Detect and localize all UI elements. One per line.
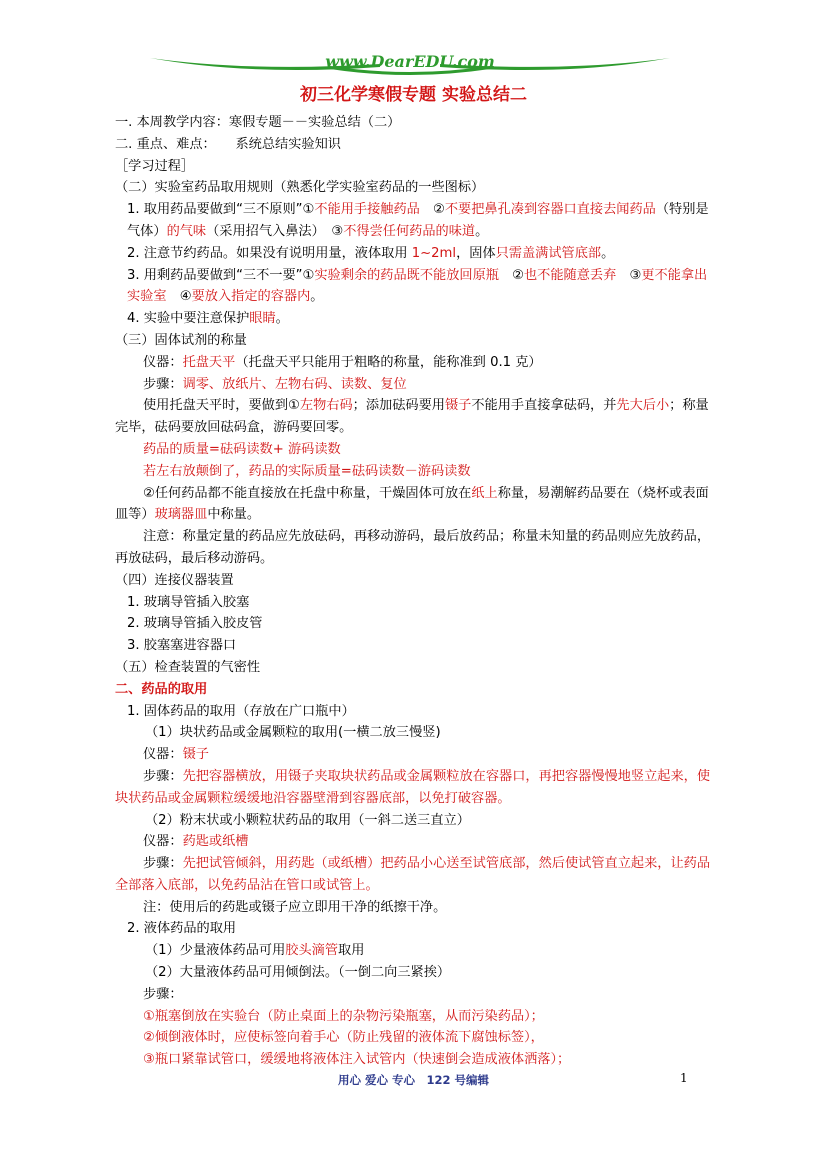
- text-span: 2. 玻璃导管插入胶皮管: [127, 616, 263, 632]
- text-line: [115, 635, 715, 657]
- text-line: [115, 701, 715, 723]
- text-span: 取用: [338, 943, 365, 959]
- text-line: [115, 570, 715, 592]
- text-span: 纸上: [471, 485, 498, 501]
- text-span: 只需盖满试管底部: [495, 245, 602, 261]
- text-span: 二. 重点、难点： 系统总结实验知识: [115, 136, 341, 152]
- text-line: [115, 1049, 715, 1071]
- text-span: （2）粉末状或小颗粒状药品的取用（一斜二送三直立）: [145, 812, 470, 828]
- text-line: [115, 744, 715, 766]
- text-span: 调零、放纸片、左物右码、读数、复位: [182, 376, 407, 392]
- text-span: 3. 用剩药品要做到“三不一要”①: [127, 267, 315, 283]
- text-line: [115, 395, 715, 439]
- text-line: [115, 897, 715, 919]
- text-span: 步骤：: [143, 376, 183, 392]
- text-span: ②: [498, 267, 524, 283]
- text-span: 步骤：: [143, 856, 183, 872]
- text-span: 二、药品的取用: [115, 681, 208, 697]
- text-span: 2. 注意节约药品。如果没有说明用量，液体取用: [127, 245, 412, 261]
- text-span: 先把容器横放，用镊子夹取块状药品或金属颗粒放在容器口，再把容器慢慢地竖立起来，使块状药品或金属颗粒缓缓地沿容器壁滑到容器底部，以免打破容器。: [115, 768, 711, 806]
- page-title: 初三化学寒假专题 实验总结二: [300, 85, 527, 105]
- text-span: 不能用手直接拿砝码，并: [471, 398, 617, 414]
- text-span: 仪器：: [143, 747, 183, 763]
- text-span: 注意：称量定量的药品应先放砝码，再移动游码，最后放药品；称量未知量的药品则应先放药品，再放砝码，最后移动游码。: [115, 529, 711, 566]
- text-span: 一. 本周教学内容：寒假专题－－实验总结（二）: [115, 115, 401, 130]
- text-span: 仪器：: [143, 354, 183, 370]
- text-span: 步骤：: [143, 768, 183, 784]
- text-span: ［学习过程］: [115, 158, 195, 174]
- text-span: 也不能随意丢弃: [523, 267, 617, 283]
- text-line: [115, 722, 715, 744]
- text-span: 2. 液体药品的取用: [127, 921, 237, 937]
- text-span: 更不能拿出实验室: [127, 267, 708, 305]
- site-header: [130, 50, 690, 80]
- text-span: （二）实验室药品取用规则（熟悉化学实验室药品的一些图标）: [115, 180, 485, 196]
- text-span: 中称量。: [207, 507, 261, 523]
- text-line: [115, 810, 715, 832]
- text-line: [115, 831, 715, 853]
- text-span: 实验剩余的药品既不能放回原瓶: [314, 267, 499, 283]
- text-span: 不要把鼻孔凑到容器口直接去闻药品: [444, 202, 656, 218]
- text-span: （1）少量液体药品可用: [145, 943, 286, 959]
- text-span: 左物右码: [299, 398, 353, 414]
- text-line: [115, 243, 715, 265]
- text-span: （托盘天平只能用于粗略的称量，能称准到 0.1 克）: [235, 354, 542, 370]
- text-span: 。: [310, 289, 324, 305]
- text-span: 的气味: [166, 223, 207, 239]
- text-line: [115, 308, 715, 330]
- text-line: [115, 918, 715, 940]
- text-span: 1. 固体药品的取用（存放在广口瓶中）: [127, 703, 355, 719]
- text-line: [115, 679, 715, 701]
- text-span: ；称量完毕，砝码要放回砝码盒，游码要回零。: [115, 398, 709, 436]
- text-line: [115, 374, 715, 396]
- text-line: [115, 962, 715, 984]
- text-span: 若左右放颠倒了，药品的实际质量=砝码读数－游码读数: [143, 463, 471, 479]
- text-span: 使用托盘天平时，要做到①: [143, 398, 300, 414]
- text-span: ，固体: [456, 245, 496, 261]
- text-line: [115, 657, 715, 679]
- text-line: [115, 766, 715, 810]
- text-span: （四）连接仪器装置: [115, 572, 234, 588]
- text-line: [115, 1027, 715, 1049]
- text-span: 。: [475, 223, 489, 239]
- text-line: [115, 156, 715, 178]
- text-span: 注：使用后的药匙或镊子应立即用干净的纸擦干净。: [143, 899, 447, 915]
- text-span: （2）大量液体药品可用倾倒法。（一倒二向三紧挨）: [145, 965, 451, 981]
- text-line: [115, 134, 715, 156]
- document-body: [115, 112, 715, 1071]
- text-span: 1. 玻璃导管插入胶塞: [127, 594, 250, 610]
- text-span: （五）检查装置的气密性: [115, 659, 261, 675]
- text-span: 4. 实验中要注意保护: [127, 311, 250, 327]
- text-span: （1）块状药品或金属颗粒的取用(一横二放三慢竖): [145, 725, 441, 741]
- text-span: 镊子: [182, 747, 209, 763]
- text-span: 先把试管倾斜，用药匙（或纸槽）把药品小心送至试管底部，然后使试管直立起来，让药品全部落入底部，以免药品沾在管口或试管上。: [115, 856, 711, 893]
- text-span: ①瓶塞倒放在实验台（防止桌面上的杂物污染瓶塞，从而污染药品）；: [143, 1008, 544, 1024]
- text-span: 不得尝任何药品的味道: [343, 223, 476, 239]
- text-span: （三）固体试剂的称量: [115, 332, 247, 348]
- text-span: 称量，易潮解药品要在（烧杯或表面皿等）: [115, 485, 709, 523]
- text-line: [115, 613, 715, 635]
- text-line: [115, 265, 715, 309]
- text-span: 药匙或纸槽: [182, 834, 249, 850]
- text-span: 要放入指定的容器内: [191, 289, 311, 305]
- text-span: 先大后小: [616, 398, 670, 414]
- text-line: [115, 526, 715, 570]
- site-url[interactable]: www.DearEDU.com: [325, 52, 495, 71]
- text-span: 药品的质量=砝码读数+ 游码读数: [143, 441, 341, 457]
- text-line: [115, 199, 715, 243]
- text-span: 。: [275, 311, 289, 327]
- text-span: 托盘天平: [182, 354, 236, 370]
- text-span: ④: [166, 289, 192, 305]
- text-span: ③: [616, 267, 642, 283]
- text-span: ②: [419, 202, 445, 218]
- text-span: ；添加砝码要用: [352, 398, 445, 414]
- text-line: [115, 439, 715, 461]
- text-line: [115, 940, 715, 962]
- text-line: [115, 330, 715, 352]
- text-span: 镊子: [444, 398, 472, 414]
- text-line: [115, 853, 715, 897]
- text-line: [115, 592, 715, 614]
- page-number: 1: [680, 1071, 688, 1085]
- text-span: 玻璃器皿: [154, 507, 208, 523]
- text-span: ③瓶口紧靠试管口，缓缓地将液体注入试管内（快速倒会造成液体洒落）；: [143, 1052, 571, 1068]
- footer-text: 用心 爱心 专心 122 号编辑: [337, 1073, 489, 1087]
- text-line: [115, 461, 715, 483]
- text-line: [115, 352, 715, 374]
- text-line: [115, 483, 715, 527]
- text-span: 1. 取用药品要做到“三不原则”①: [127, 202, 315, 218]
- text-span: 眼睛: [249, 311, 276, 327]
- text-line: [115, 1006, 715, 1028]
- text-span: 胶头滴管: [285, 943, 339, 959]
- text-span: 仪器：: [143, 834, 183, 850]
- text-span: 步骤：: [143, 986, 183, 1002]
- text-span: 不能用手接触药品: [314, 202, 420, 218]
- text-span: （特别是气体）: [127, 202, 709, 239]
- text-span: （采用招气入鼻法） ③: [206, 223, 344, 239]
- text-line: [115, 177, 715, 199]
- text-line: [115, 112, 715, 134]
- text-span: ②任何药品都不能直接放在托盘中称量，干燥固体可放在: [143, 485, 472, 501]
- text-line: [115, 984, 715, 1006]
- text-span: 3. 胶塞塞进容器口: [127, 638, 237, 654]
- text-span: 。: [601, 245, 615, 261]
- text-span: ②倾倒液体时，应使标签向着手心（防止残留的液体流下腐蚀标签），: [143, 1030, 544, 1046]
- text-span: 1~2ml: [411, 245, 457, 261]
